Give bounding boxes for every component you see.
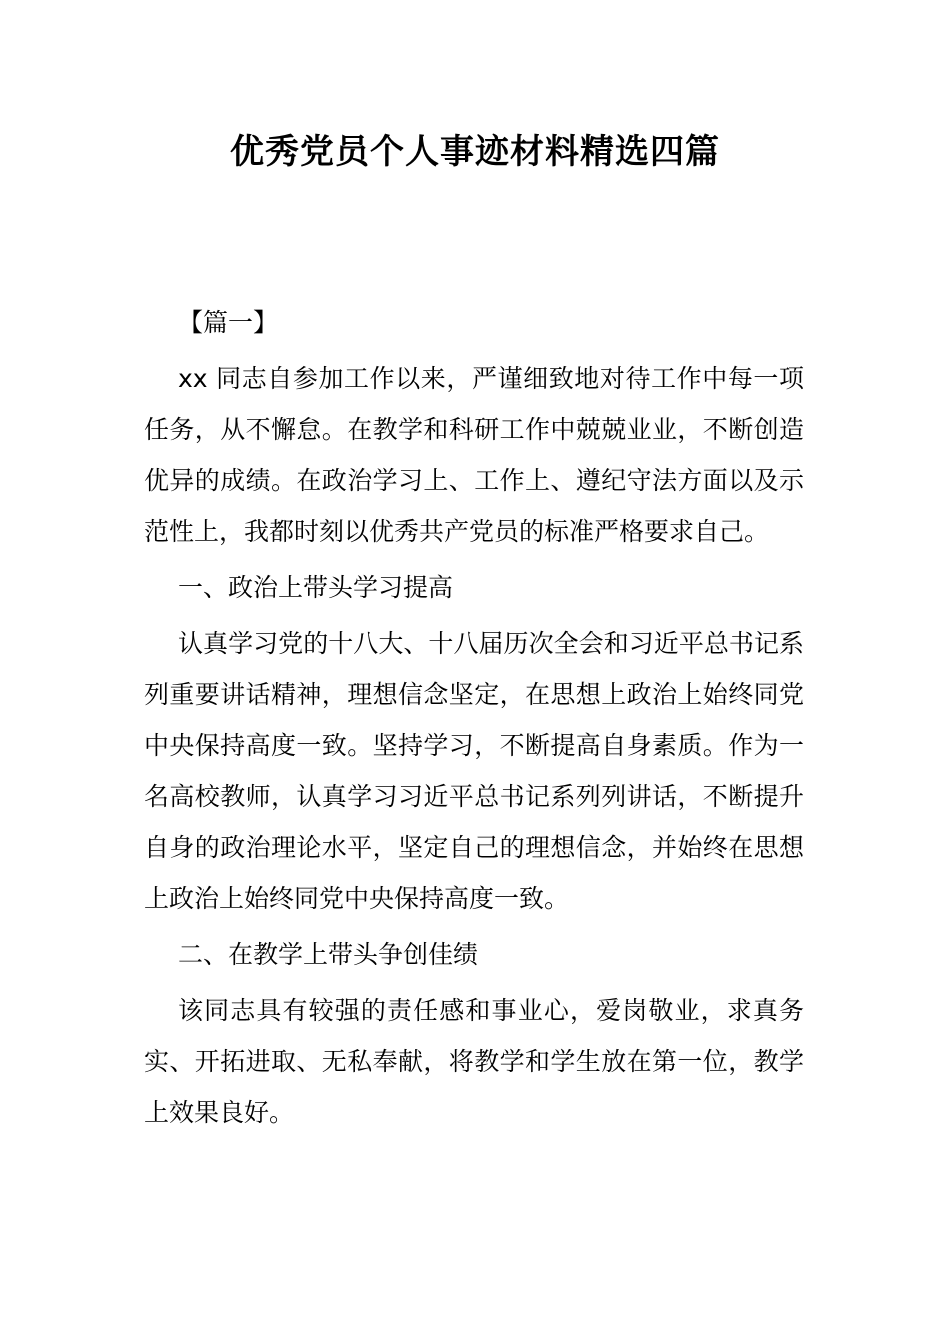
section-label: 【篇一】	[178, 308, 279, 337]
paragraph-intro: xx 同志自参加工作以来，严谨细致地对待工作中每一项任务，从不懈怠。在教学和科研工作中兢兢业业，不断创造优异的成绩。在政治学习上、工作上、遵纪守法方面以及示范性上，我都时刻以优秀共产党员的标准严格要求自己。	[144, 364, 804, 546]
section-heading-teaching: 二、在教学上带头争创佳绩	[178, 940, 479, 969]
paragraph-political: 认真学习党的十八大、十八届历次全会和习近平总书记系列重要讲话精神，理想信念坚定，在思想上政治上始终同党中央保持高度一致。坚持学习，不断提高自身素质。作为一名高校教师，认真学习习近平总书记系列列讲话，不断提升自身的政治理论水平，坚定自己的理想信念，并始终在思想上政治上始终同党中央保持高度一致。	[144, 629, 804, 913]
document-body	[144, 297, 804, 1138]
page-title: 优秀党员个人事迹材料精选四篇	[230, 132, 720, 172]
section-heading-political: 一、政治上带头学习提高	[178, 573, 454, 602]
paragraph-teaching: 该同志具有较强的责任感和事业心，爱岗敬业，求真务实、开拓进取、无私奉献，将教学和学生放在第一位，教学上效果良好。	[144, 996, 804, 1127]
